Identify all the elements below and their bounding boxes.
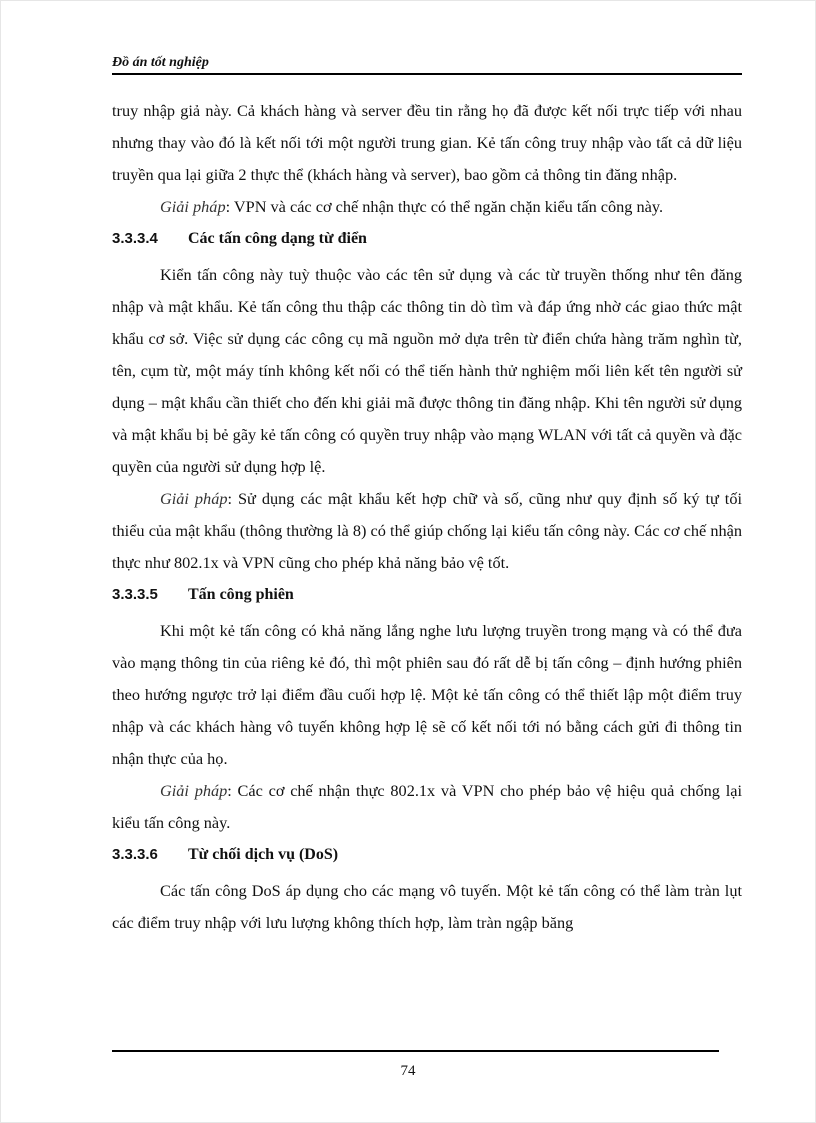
header-title: Đồ án tốt nghiệp: [112, 55, 209, 70]
section-heading-session: [112, 583, 742, 607]
footer-rule: [112, 1050, 719, 1052]
section-number: 3.3.3.6: [112, 846, 158, 863]
section-title: Từ chối dịch vụ (DoS): [188, 846, 339, 863]
solution-dictionary: [112, 483, 742, 579]
solution-text: : VPN và các cơ chế nhận thực có thể ngăn chặn kiểu tấn công này.: [225, 197, 664, 216]
solution-text: : Các cơ chế nhận thực 802.1x và VPN cho phép bảo vệ hiệu quả chống lại kiểu tấn công này.: [112, 781, 742, 832]
paragraph-dos: Các tấn công DoS áp dụng cho các mạng vô tuyến. Một kẻ tấn công có thể làm tràn lụt các điểm truy nhập với lưu lượng không thích hợp, làm tràn ngập băng: [112, 881, 742, 932]
solution-label: Giải pháp: [160, 781, 228, 800]
solution-session: [112, 775, 742, 839]
section-heading-dos: [112, 843, 742, 867]
section-title: Các tấn công dạng từ điển: [188, 230, 367, 247]
section-number: 3.3.3.5: [112, 586, 158, 603]
paragraph-mitm-continued: truy nhập giả này. Cả khách hàng và server đều tin rằng họ đã được kết nối trực tiếp với nhau nhưng thay vào đó là kết nối tới một người trung gian. Kẻ tấn công truy nhập vào tất cả dữ liệu truyền qua lại giữa 2 thực thể (khách hàng và server), bao gồm cả thông tin đăng nhập.: [112, 101, 742, 184]
solution-label: Giải pháp: [160, 197, 226, 216]
section-heading-dictionary: [112, 227, 742, 251]
page-number: 74: [400, 1063, 416, 1079]
paragraph-session: Khi một kẻ tấn công có khả năng lắng nghe lưu lượng truyền trong mạng và có thể đưa vào mạng thông tin của riêng kẻ đó, thì một phiên sau đó rất dễ bị tấn công – định hướng phiên theo hướng ngược trở lại điểm đầu cuối hợp lệ. Một kẻ tấn công có thể thiết lập một điểm truy nhập và các khách hàng vô tuyến không hợp lệ sẽ cố kết nối tới nó bằng cách gửi đi thông tin nhận thực của họ.: [112, 621, 742, 768]
solution-label: Giải pháp: [160, 489, 228, 508]
paragraph-dictionary: Kiển tấn công này tuỳ thuộc vào các tên sử dụng và các từ truyền thống như tên đăng nhập và mật khẩu. Kẻ tấn công thu thập các thông tin dò tìm và đáp ứng nhờ các giao thức mật khẩu cơ sở. Việc sử dụng các công cụ mã nguồn mở dựa trên từ điển chứa hàng trăm nghìn từ, tên, cụm từ, một máy tính không kết nối có thể tiến hành thử nghiệm mối liên kết tên người sử dụng – mật khẩu cần thiết cho đến khi giải mã được thông tin đăng nhập. Khi tên người sử dụng và mật khẩu bị bẻ gãy kẻ tấn công có quyền truy nhập vào mạng WLAN với tất cả quyền và đặc quyền của người sử dụng hợp lệ.: [112, 265, 742, 476]
solution-mitm: [112, 191, 742, 223]
document-body: [112, 95, 742, 939]
page-header: [112, 53, 742, 75]
section-title: Tấn công phiên: [188, 586, 294, 603]
solution-text: : Sử dụng các mật khẩu kết hợp chữ và số, cũng như quy định số ký tự tối thiểu của mật khẩu (thông thường là 8) có thể giúp chống lại kiểu tấn công này. Các cơ chế nhận thực như 802.1x và VPN cũng cho phép khả năng bảo vệ tốt.: [112, 489, 742, 572]
section-number: 3.3.3.4: [112, 230, 158, 247]
